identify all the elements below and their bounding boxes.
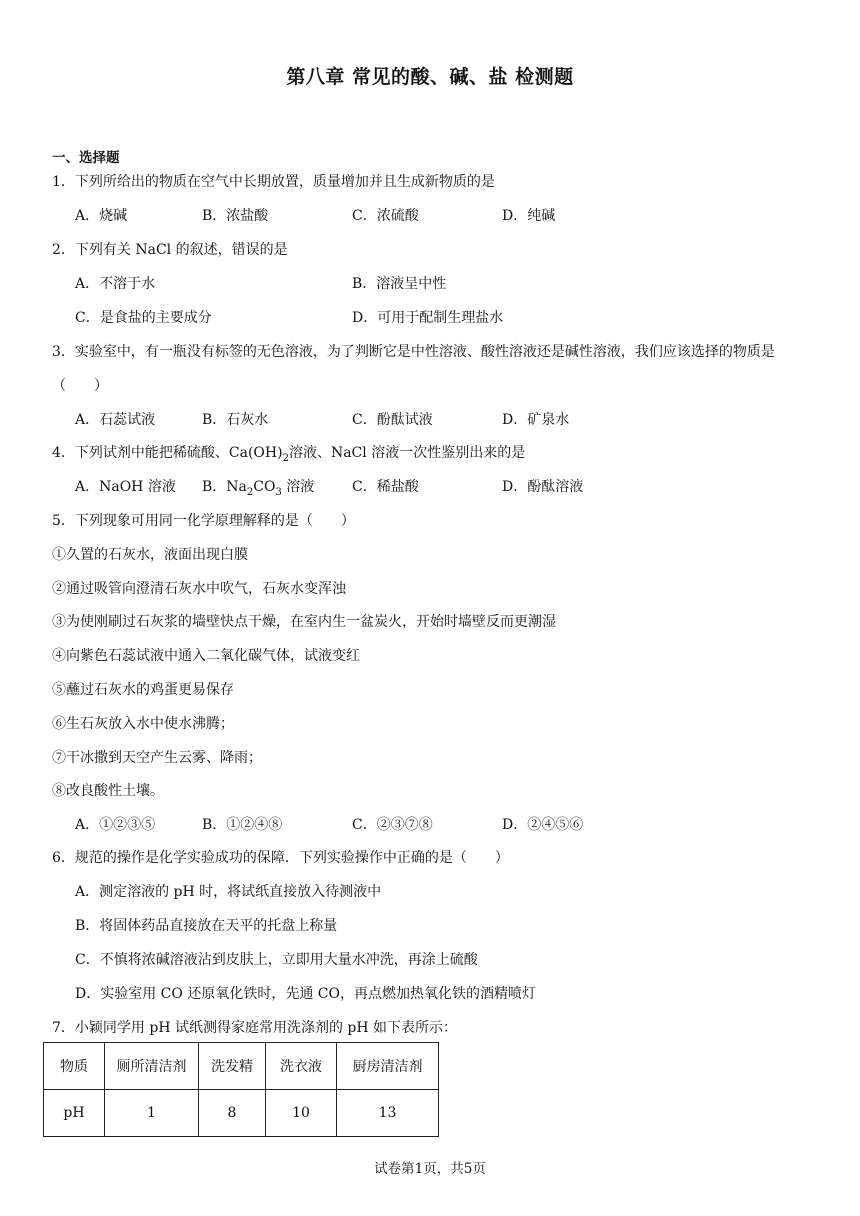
table-cell: 8 [199,1090,266,1137]
table-row [44,1043,439,1090]
table-header-cell: 厕所清洁剂 [105,1043,199,1090]
q2-option-b: B．溶液呈中性 [352,276,447,292]
table-cell: 13 [337,1090,439,1137]
q5-item: ②通过吸管向澄清石灰水中吹气，石灰水变浑浊 [52,581,346,597]
q1-option-a: A．烧碱 [75,208,128,224]
q1-stem: 1．下列所给出的物质在空气中长期放置，质量增加并且生成新物质的是 [52,174,495,190]
q5-option-c: C．②③⑦⑧ [352,817,433,833]
q5-option-a: A．①②③⑤ [75,817,156,833]
q4-option-b-sub1: 2 [246,486,254,498]
q4-option-b-mid: CO [253,479,276,495]
q6-option-d: D．实验室用 CO 还原氧化铁时，先通 CO，再点燃加热氧化铁的酒精喷灯 [75,986,536,1002]
q5-item: ⑤蘸过石灰水的鸡蛋更易保存 [52,682,234,698]
q4-option-b-sub2: 3 [275,486,282,498]
q2-option-a: A．不溶于水 [75,276,156,292]
table-header-cell: 洗衣液 [266,1043,337,1090]
q7-stem: 7．小颖同学用 pH 试纸测得家庭常用洗涤剂的 pH 如下表所示： [52,1020,458,1036]
table-header-cell: 物质 [44,1043,105,1090]
q4-option-b-pre: B．Na [202,479,247,495]
q4-option-c: C．稀盐酸 [352,479,419,495]
q6-option-c: C．不慎将浓碱溶液沾到皮肤上，立即用大量水冲洗，再涂上硫酸 [75,952,478,968]
q5-item: ③为使刚刷过石灰浆的墙壁快点干燥，在室内生一盆炭火，开始时墙壁反而更潮湿 [52,614,556,630]
q3-option-b: B．石灰水 [202,412,269,428]
q5-option-d: D．②④⑤⑥ [502,817,584,833]
table-cell: 10 [266,1090,337,1137]
q4-option-b [202,477,314,503]
ph-table [43,1042,439,1137]
q4-stem-pre: 4．下列试剂中能把稀硫酸、Ca(OH) [52,445,283,461]
q4-stem-post: 溶液、NaCl 溶液一次性鉴别出来的是 [288,445,526,461]
q3-option-c: C．酚酞试液 [352,412,433,428]
q6-stem: 6．规范的操作是化学实验成功的保障．下列实验操作中正确的是（ ） [52,850,509,866]
q2-stem: 2．下列有关 NaCl 的叙述，错误的是 [52,242,288,258]
q3-option-d: D．矿泉水 [502,412,570,428]
q2-option-c: C．是食盐的主要成分 [75,310,212,326]
q5-item: ⑦干冰撒到天空产生云雾、降雨； [52,750,262,766]
q6-option-b: B．将固体药品直接放在天平的托盘上称量 [75,918,338,934]
table-row [44,1090,439,1137]
q5-item: ⑥生石灰放入水中使水沸腾； [52,716,234,732]
section-heading: 一、选择题 [52,150,120,166]
q6-option-a: A．测定溶液的 pH 时，将试纸直接放入待测液中 [75,884,382,900]
q3-option-a: A．石蕊试液 [75,412,156,428]
table-header-cell: 洗发精 [199,1043,266,1090]
q4-stem-subscript: 2 [282,452,289,464]
q2-option-d: D．可用于配制生理盐水 [352,310,504,326]
q3-stem: 3．实验室中，有一瓶没有标签的无色溶液，为了判断它是中性溶液、酸性溶液还是碱性溶液，我们应该选择的物质是（ ） [52,344,775,394]
q5-option-b: B．①②④⑧ [202,817,283,833]
q1-option-c: C．浓硫酸 [352,208,419,224]
page-footer: 试卷第1页，共5页 [374,1161,486,1177]
q5-item: ④向紫色石蕊试液中通入二氧化碳气体，试液变红 [52,648,360,664]
table-header-cell: 厨房清洁剂 [337,1043,439,1090]
q5-item: ⑧改良酸性土壤。 [52,783,164,799]
q4-stem [52,443,525,469]
table-cell: 1 [105,1090,199,1137]
q5-stem: 5．下列现象可用同一化学原理解释的是（ ） [52,513,355,529]
q4-option-a: A．NaOH 溶液 [75,479,176,495]
q4-option-d: D．酚酞溶液 [502,479,584,495]
table-cell: pH [44,1090,105,1137]
page-title: 第八章 常见的酸、碱、盐 检测题 [286,66,574,88]
q1-option-b: B．浓盐酸 [202,208,269,224]
q4-option-b-post: 溶液 [281,479,315,495]
q5-item: ①久置的石灰水，液面出现白膜 [52,547,248,563]
q1-option-d: D．纯碱 [502,208,556,224]
